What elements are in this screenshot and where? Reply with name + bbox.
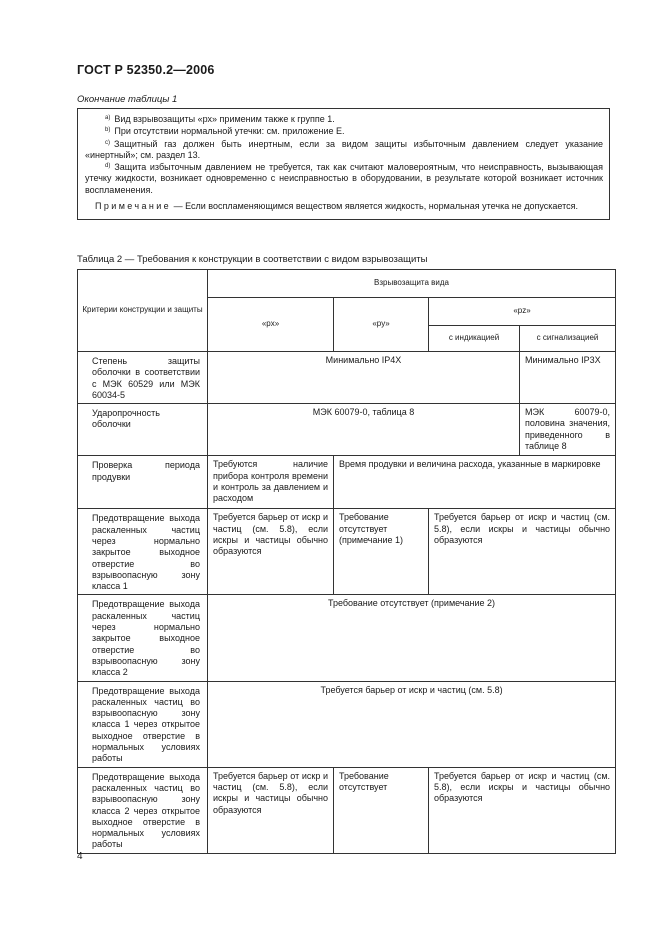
value-cell: Требуются наличие прибора контроля времени и контроль за давлением и расходом [208, 456, 334, 509]
footnote-c [85, 138, 603, 162]
header-py: «py» [334, 298, 429, 352]
footnote-mark: b) [105, 127, 111, 134]
page-number: 4 [77, 851, 83, 862]
criterion-cell: Ударопрочность оболочки [78, 404, 208, 456]
footnote-b [85, 125, 603, 137]
table-row [78, 509, 616, 595]
value-cell: Требование отсутствует [334, 767, 429, 853]
value-cell: Минимально IP4X [208, 352, 520, 404]
footnote-text: Защита избыточным давлением не требуется, так как считают маловероятным, что неисправность, вызывающая утечку жидкости, возникает одновременно с неисправностью в оборудовании, в результате которой возникает источник воспламенения. [85, 162, 603, 195]
criterion-cell: Степень защиты оболочки в соответствии с МЭК 60529 или МЭК 60034-5 [78, 352, 208, 404]
header-pz-indication: с индикацией [429, 326, 520, 352]
value-cell: Требование отсутствует (примечание 2) [208, 595, 616, 681]
footnote-mark: c) [105, 139, 110, 146]
footnote-text: Вид взрывозащиты «рх» применим также к группе 1. [114, 114, 335, 124]
footnote-text: При отсутствии нормальной утечки: см. приложение Е. [114, 126, 345, 137]
note-label: Примечание [95, 201, 172, 212]
footnote-d [85, 161, 603, 196]
value-cell: Требование отсутствует (примечание 1) [334, 509, 429, 595]
criterion-cell: Предотвращение выхода раскаленных частиц через нормально закрытое выходное отверстие во взрывоопасную зону класса 2 [78, 595, 208, 681]
footnote-mark: a) [105, 115, 111, 121]
construction-requirements-table [77, 269, 616, 854]
standard-title: ГОСТ Р 52350.2—2006 [77, 63, 215, 77]
criterion-cell: Предотвращение выхода раскаленных частиц во взрывоопасную зону класса 2 через открытое выходное отверстие в нормальных условиях работы [78, 767, 208, 853]
table-row [78, 595, 616, 681]
footnote-text: Защитный газ должен быть инертным, если за видом защиты избыточным давлением следует указание «инертный»; см. раздел 13. [85, 138, 603, 160]
table-row [78, 352, 616, 404]
table-row [78, 456, 616, 509]
value-cell: МЭК 60079-0, таблица 8 [208, 404, 520, 456]
table1-note [85, 201, 603, 212]
header-row [78, 270, 616, 298]
header-criteria: Критерии конструкции и защиты [78, 270, 208, 352]
value-cell: Требуется барьер от искр и частиц (см. 5.8), если искры и частицы обычно образуются [208, 509, 334, 595]
value-cell: Минимально IP3X [520, 352, 616, 404]
value-cell: Требуется барьер от искр и частиц (см. 5.8), если искры и частицы обычно образуются [208, 767, 334, 853]
table-row [78, 767, 616, 853]
table2-caption: Таблица 2 — Требования к конструкции в соответствии с видом взрывозащиты [77, 254, 428, 265]
value-cell: Требуется барьер от искр и частиц (см. 5.8), если искры и частицы обычно образуются [429, 767, 616, 853]
footnote-a [85, 113, 603, 125]
footnote-mark: d) [105, 163, 111, 170]
value-cell: МЭК 60079-0, половина значения, приведенного в таблице 8 [520, 404, 616, 456]
header-pz-signaling: с сигнализацией [520, 326, 616, 352]
value-cell: Время продувки и величина расхода, указанные в маркировке [334, 456, 616, 509]
criterion-cell: Предотвращение выхода раскаленных частиц через нормально закрытое выходное отверстие во взрывоопасную зону класса 1 [78, 509, 208, 595]
table1-footnotes-box [77, 108, 610, 220]
criterion-cell: Предотвращение выхода раскаленных частиц во взрывоопасную зону класса 1 через открытое выходное отверстие в нормальных условиях работы [78, 681, 208, 767]
table-row [78, 404, 616, 456]
note-text: — Если воспламеняющимся веществом является жидкость, нормальная утечка не допускается. [171, 201, 578, 212]
criterion-cell: Проверка периода продувки [78, 456, 208, 509]
table-row [78, 681, 616, 767]
header-pz: «pz» [429, 298, 616, 326]
value-cell: Требуется барьер от искр и частиц (см. 5.8) [208, 681, 616, 767]
header-protection-type: Взрывозащита вида [208, 270, 616, 298]
header-px: «px» [208, 298, 334, 352]
value-cell: Требуется барьер от искр и частиц (см. 5.8), если искры и частицы обычно образуются [429, 509, 616, 595]
table1-continuation-caption: Окончание таблицы 1 [77, 94, 178, 105]
